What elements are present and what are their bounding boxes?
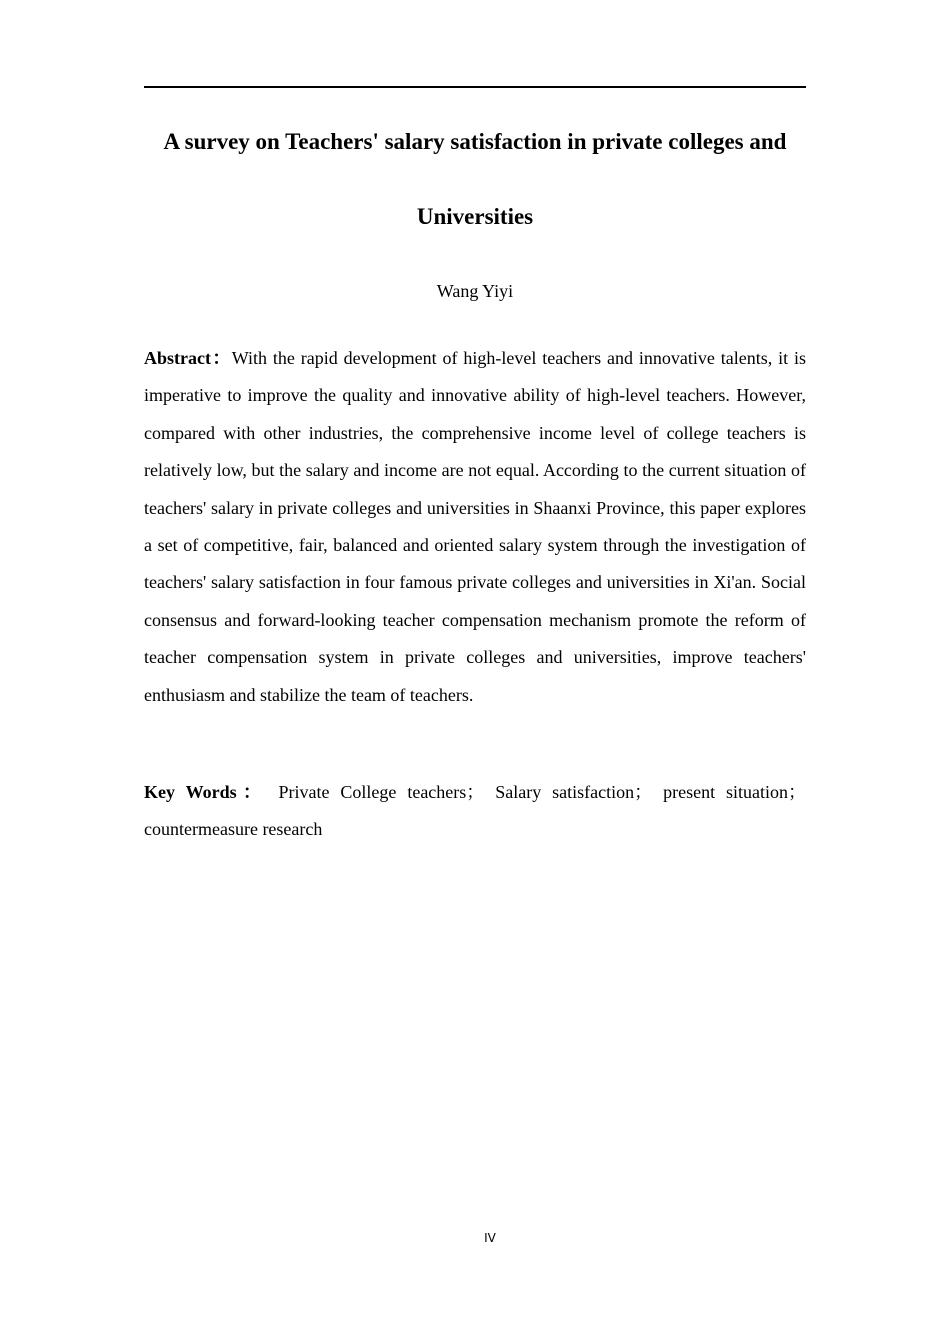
abstract-text: With the rapid development of high-level teachers and innovative talents, it is imperative to improve the quality and innovative ability of high-level teachers. However, compared with other industries, the comprehensive income level of college teachers is relatively low, but the salary and income are not equal. According to the current situation of teachers' salary in private colleges and universities in Shaanxi Province, this paper explores a set of competitive, fair, balanced and oriented salary system through the investigation of teachers' salary satisfaction in four famous private colleges and universities in Xi'an. Social consensus and forward-looking teacher compensation mechanism promote the reform of teacher compensation system in private colleges and universities, improve teachers' enthusiasm and stabilize the team of teachers. xyxy=(144,348,807,705)
keywords-label: Key Words： xyxy=(144,782,268,802)
author-name: Wang Yiyi xyxy=(436,281,514,301)
title-line-2: Universities xyxy=(416,204,534,229)
header-rule xyxy=(144,86,806,88)
keyword-item: present situation； xyxy=(663,782,807,802)
paper-title xyxy=(144,120,806,270)
abstract-label: Abstract： xyxy=(144,348,232,368)
title-line-1: A survey on Teachers' salary satisfaction in private colleges and xyxy=(163,129,787,154)
abstract-paragraph xyxy=(144,340,806,714)
page-number: IV xyxy=(484,1231,496,1245)
keyword-item: countermeasure research xyxy=(144,819,323,840)
keyword-item: Salary satisfaction； xyxy=(495,782,653,802)
keywords-paragraph xyxy=(144,774,806,849)
keyword-item: Private College teachers； xyxy=(278,782,485,802)
